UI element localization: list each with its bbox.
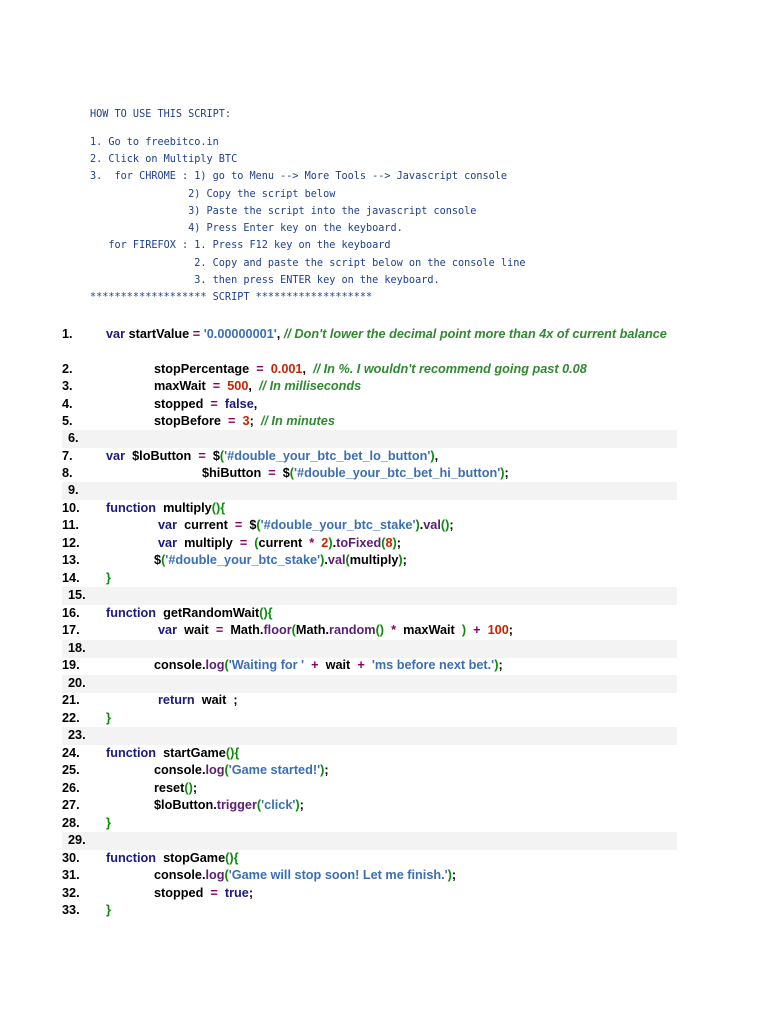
code-text: } (106, 711, 111, 725)
code-line (62, 361, 677, 379)
instruction-line: 3. then press ENTER key on the keyboard. (90, 275, 440, 286)
code-line (62, 465, 677, 483)
code-text: $('#double_your_btc_stake').val(multiply); (154, 553, 407, 567)
code-line (62, 657, 677, 675)
code-text: var current = $('#double_your_btc_stake').val(); (158, 518, 454, 532)
line-number: 19. (62, 658, 80, 672)
line-number: 31. (62, 868, 80, 882)
code-line (62, 326, 677, 361)
line-number: 28. (62, 816, 80, 830)
code-line (62, 430, 677, 448)
line-number: 2. (62, 362, 73, 376)
code-line (62, 622, 677, 640)
line-number: 4. (62, 397, 73, 411)
instruction-line: 4) Press Enter key on the keyboard. (90, 223, 403, 234)
code-text: stopped = false, (154, 397, 258, 411)
code-line (62, 570, 677, 588)
code-line (62, 815, 677, 833)
code-line (62, 482, 677, 500)
code-line (62, 762, 677, 780)
line-number: 11. (62, 518, 79, 532)
line-number: 6. (68, 431, 79, 445)
line-number: 25. (62, 763, 80, 777)
instruction-line: 2. Click on Multiply BTC (90, 154, 238, 165)
code-line (62, 797, 677, 815)
line-number: 18. (68, 641, 86, 655)
code-line (62, 535, 677, 553)
code-text: function stopGame(){ (106, 851, 239, 865)
code-line (62, 640, 677, 658)
code-text: function startGame(){ (106, 746, 240, 760)
code-text: } (106, 903, 111, 917)
code-line (62, 727, 677, 745)
code-line (62, 885, 677, 903)
line-number: 1. (62, 327, 73, 341)
code-line (62, 500, 677, 518)
code-text: stopBefore = 3; // In minutes (154, 414, 335, 428)
code-line (62, 850, 677, 868)
line-number: 23. (68, 728, 86, 742)
line-number: 10. (62, 501, 80, 515)
line-number: 22. (62, 711, 80, 725)
code-line (62, 902, 677, 920)
code-line (62, 692, 677, 710)
line-number: 8. (62, 466, 73, 480)
line-number: 7. (62, 449, 73, 463)
code-line (62, 552, 677, 570)
code-line (62, 587, 677, 605)
line-number: 21. (62, 693, 80, 707)
code-line (62, 378, 677, 396)
code-text: var startValue = '0.00000001', // Don't lower the decimal point more than 4x of current balance (106, 327, 667, 341)
code-text: reset(); (154, 781, 198, 795)
code-line (62, 448, 677, 466)
code-text: var $loButton = $('#double_your_btc_bet_lo_button'), (106, 449, 439, 463)
code-line (62, 396, 677, 414)
code-text: stopped = true; (154, 886, 254, 900)
line-number: 29. (68, 833, 86, 847)
code-text: } (106, 571, 111, 585)
script-divider: ******************* SCRIPT ******************* (90, 292, 373, 303)
code-text: function multiply(){ (106, 501, 226, 515)
code-text: var multiply = (current * 2).toFixed(8); (158, 536, 402, 550)
line-number: 14. (62, 571, 80, 585)
line-number: 33. (62, 903, 80, 917)
instruction-line: 3. for CHROME : 1) go to Menu --> More Tools --> Javascript console (90, 171, 508, 182)
line-number: 17. (62, 623, 80, 637)
instruction-line: 1. Go to freebitco.in (90, 137, 219, 148)
code-line (62, 675, 677, 693)
line-number: 26. (62, 781, 80, 795)
line-number: 20. (68, 676, 86, 690)
line-number: 13. (62, 553, 80, 567)
code-line (62, 605, 677, 623)
code-text: console.log('Game will stop soon! Let me finish.'); (154, 868, 457, 882)
code-text: $hiButton = $('#double_your_btc_bet_hi_button'); (202, 466, 509, 480)
code-line (62, 780, 677, 798)
code-text: stopPercentage = 0.001, // In %. I wouldn't recommend going past 0.08 (154, 362, 587, 376)
code-line (62, 867, 677, 885)
line-number: 15. (68, 588, 86, 602)
code-line (62, 517, 677, 535)
line-number: 30. (62, 851, 80, 865)
code-text: function getRandomWait(){ (106, 606, 273, 620)
instruction-line: 3) Paste the script into the javascript console (90, 206, 477, 217)
code-line (62, 745, 677, 763)
code-text: var wait = Math.floor(Math.random() * maxWait ) + 100; (158, 623, 514, 637)
code-text: return wait ; (158, 693, 238, 707)
code-text: } (106, 816, 111, 830)
line-number: 32. (62, 886, 80, 900)
line-number: 5. (62, 414, 73, 428)
code-text: console.log('Waiting for ' + wait + 'ms before next bet.'); (154, 658, 503, 672)
code-text: console.log('Game started!'); (154, 763, 329, 777)
code-text: $loButton.trigger('click'); (154, 798, 304, 812)
line-number: 3. (62, 379, 73, 393)
code-text: maxWait = 500, // In milliseconds (154, 379, 362, 393)
line-number: 27. (62, 798, 80, 812)
line-number: 12. (62, 536, 80, 550)
instruction-line: 2. Copy and paste the script below on the console line (90, 258, 526, 269)
code-line (62, 710, 677, 728)
instruction-line: for FIREFOX : 1. Press F12 key on the keyboard (90, 240, 391, 251)
line-number: 24. (62, 746, 80, 760)
code-line (62, 832, 677, 850)
line-number: 9. (68, 483, 79, 497)
code-line (62, 413, 677, 431)
line-number: 16. (62, 606, 80, 620)
instruction-line: 2) Copy the script below (90, 189, 336, 200)
instructions-heading: HOW TO USE THIS SCRIPT: (90, 109, 232, 120)
